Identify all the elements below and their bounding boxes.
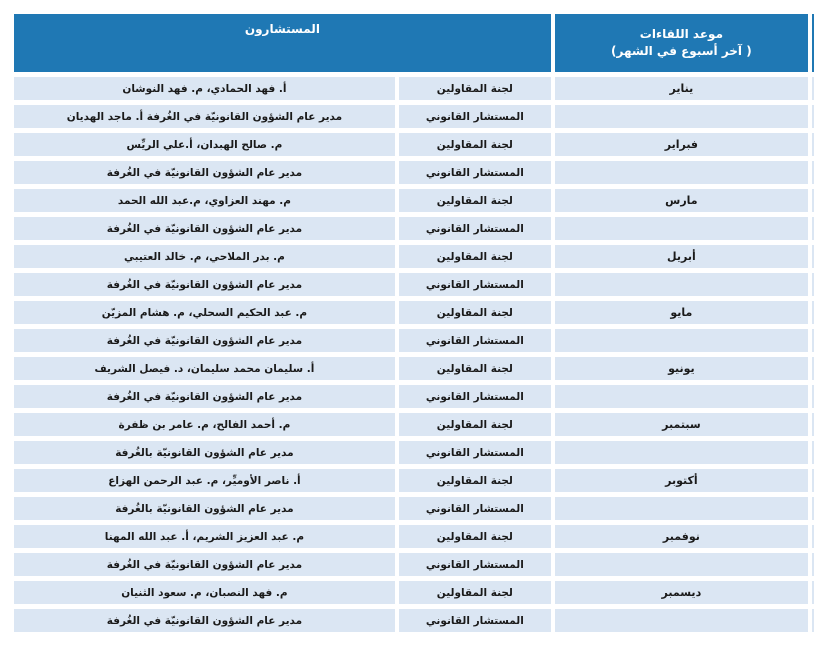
advisor-names-cell: م. مهند العزاوي، م.عبد الله الحمد [14,189,395,212]
schedule-table-container [10,9,818,652]
month-cell: سبتمبر [555,413,808,436]
advisor-names-cell: أ. ناصر الأوميِّر، م. عبد الرحمن الهزاع [14,469,395,492]
row-edge-cell [812,357,814,380]
table-row [14,161,814,184]
role-cell: المستشار القانوني [399,553,551,576]
table-row [14,329,814,352]
table-row [14,525,814,548]
row-edge-cell [812,497,814,520]
table-row [14,385,814,408]
advisors-header: المستشارون [14,14,551,72]
month-cell: ديسمبر [555,581,808,604]
meeting-dates-title: موعد اللقاءات [639,27,723,41]
row-edge-cell [812,77,814,100]
table-row [14,133,814,156]
header-edge-cell [812,14,814,72]
table-row [14,77,814,100]
role-cell: المستشار القانوني [399,441,551,464]
month-cell: أكتوبر [555,469,808,492]
row-edge-cell [812,581,814,604]
row-edge-cell [812,329,814,352]
table-row [14,553,814,576]
row-edge-cell [812,413,814,436]
table-body [14,77,814,632]
advisor-names-cell: م. فهد النصبان، م. سعود الثنيان [14,581,395,604]
role-cell: المستشار القانوني [399,329,551,352]
role-cell: لجنة المقاولين [399,469,551,492]
table-row [14,245,814,268]
month-cell [555,217,808,240]
advisor-names-cell: مدير عام الشؤون القانونيّة في الغُرفة [14,273,395,296]
table-row [14,189,814,212]
meeting-dates-header [555,14,808,72]
row-edge-cell [812,301,814,324]
advisor-names-cell: م. عبد العزيز الشريم، أ. عبد الله المهنا [14,525,395,548]
advisors-schedule-table [10,9,818,637]
advisor-names-cell: مدير عام الشؤون القانونيّة في الغُرفة أ. ماجد الهديان [14,105,395,128]
role-cell: المستشار القانوني [399,385,551,408]
row-edge-cell [812,441,814,464]
month-cell [555,273,808,296]
row-edge-cell [812,525,814,548]
role-cell: المستشار القانوني [399,497,551,520]
role-cell: لجنة المقاولين [399,525,551,548]
month-cell [555,441,808,464]
role-cell: لجنة المقاولين [399,357,551,380]
row-edge-cell [812,133,814,156]
month-cell: فبراير [555,133,808,156]
advisor-names-cell: مدير عام الشؤون القانونيّة في الغُرفة [14,329,395,352]
role-cell: المستشار القانوني [399,273,551,296]
advisor-names-cell: م. بدر الملاحي، م. خالد العتيبي [14,245,395,268]
month-cell [555,609,808,632]
row-edge-cell [812,385,814,408]
advisor-names-cell: م. صالح الهبدان، أ.علي الريِّس [14,133,395,156]
month-cell: يناير [555,77,808,100]
row-edge-cell [812,609,814,632]
role-cell: المستشار القانوني [399,217,551,240]
month-cell [555,553,808,576]
row-edge-cell [812,217,814,240]
advisor-names-cell: مدير عام الشؤون القانونيّة في الغُرفة [14,553,395,576]
month-cell [555,497,808,520]
role-cell: لجنة المقاولين [399,77,551,100]
advisor-names-cell: م. عبد الحكيم السحلي، م. هشام المزيّن [14,301,395,324]
table-row [14,301,814,324]
role-cell: لجنة المقاولين [399,133,551,156]
row-edge-cell [812,161,814,184]
advisor-names-cell: مدير عام الشؤون القانونيّة في الغُرفة [14,161,395,184]
role-cell: لجنة المقاولين [399,581,551,604]
month-cell [555,385,808,408]
role-cell: لجنة المقاولين [399,245,551,268]
meeting-dates-subtitle: ( آخر أسبوع في الشهر) [611,44,752,58]
advisor-names-cell: مدير عام الشؤون القانونيّة في الغُرفة [14,385,395,408]
month-cell [555,105,808,128]
row-edge-cell [812,553,814,576]
row-edge-cell [812,105,814,128]
month-cell: مارس [555,189,808,212]
month-cell: نوفمبر [555,525,808,548]
row-edge-cell [812,189,814,212]
month-cell [555,161,808,184]
advisor-names-cell: مدير عام الشؤون القانونيّة بالغُرفة [14,497,395,520]
role-cell: المستشار القانوني [399,105,551,128]
advisor-names-cell: مدير عام الشؤون القانونيّة في الغُرفة [14,217,395,240]
table-row [14,273,814,296]
role-cell: لجنة المقاولين [399,413,551,436]
row-edge-cell [812,273,814,296]
advisor-names-cell: أ. فهد الحمادي، م. فهد النوشان [14,77,395,100]
table-row [14,413,814,436]
advisor-names-cell: مدير عام الشؤون القانونيّة في الغُرفة [14,609,395,632]
advisor-names-cell: م. أحمد الفالح، م. عامر بن ظفرة [14,413,395,436]
table-row [14,581,814,604]
table-header-row [14,14,814,72]
role-cell: لجنة المقاولين [399,189,551,212]
table-row [14,469,814,492]
month-cell: مايو [555,301,808,324]
month-cell: أبريل [555,245,808,268]
month-cell: يونيو [555,357,808,380]
table-row [14,357,814,380]
role-cell: المستشار القانوني [399,161,551,184]
row-edge-cell [812,469,814,492]
table-row [14,441,814,464]
role-cell: المستشار القانوني [399,609,551,632]
advisor-names-cell: مدير عام الشؤون القانونيّة بالغُرفة [14,441,395,464]
table-row [14,105,814,128]
table-row [14,497,814,520]
month-cell [555,329,808,352]
table-row [14,609,814,632]
row-edge-cell [812,245,814,268]
advisor-names-cell: أ. سليمان محمد سليمان، د. فيصل الشريف [14,357,395,380]
role-cell: لجنة المقاولين [399,301,551,324]
table-row [14,217,814,240]
